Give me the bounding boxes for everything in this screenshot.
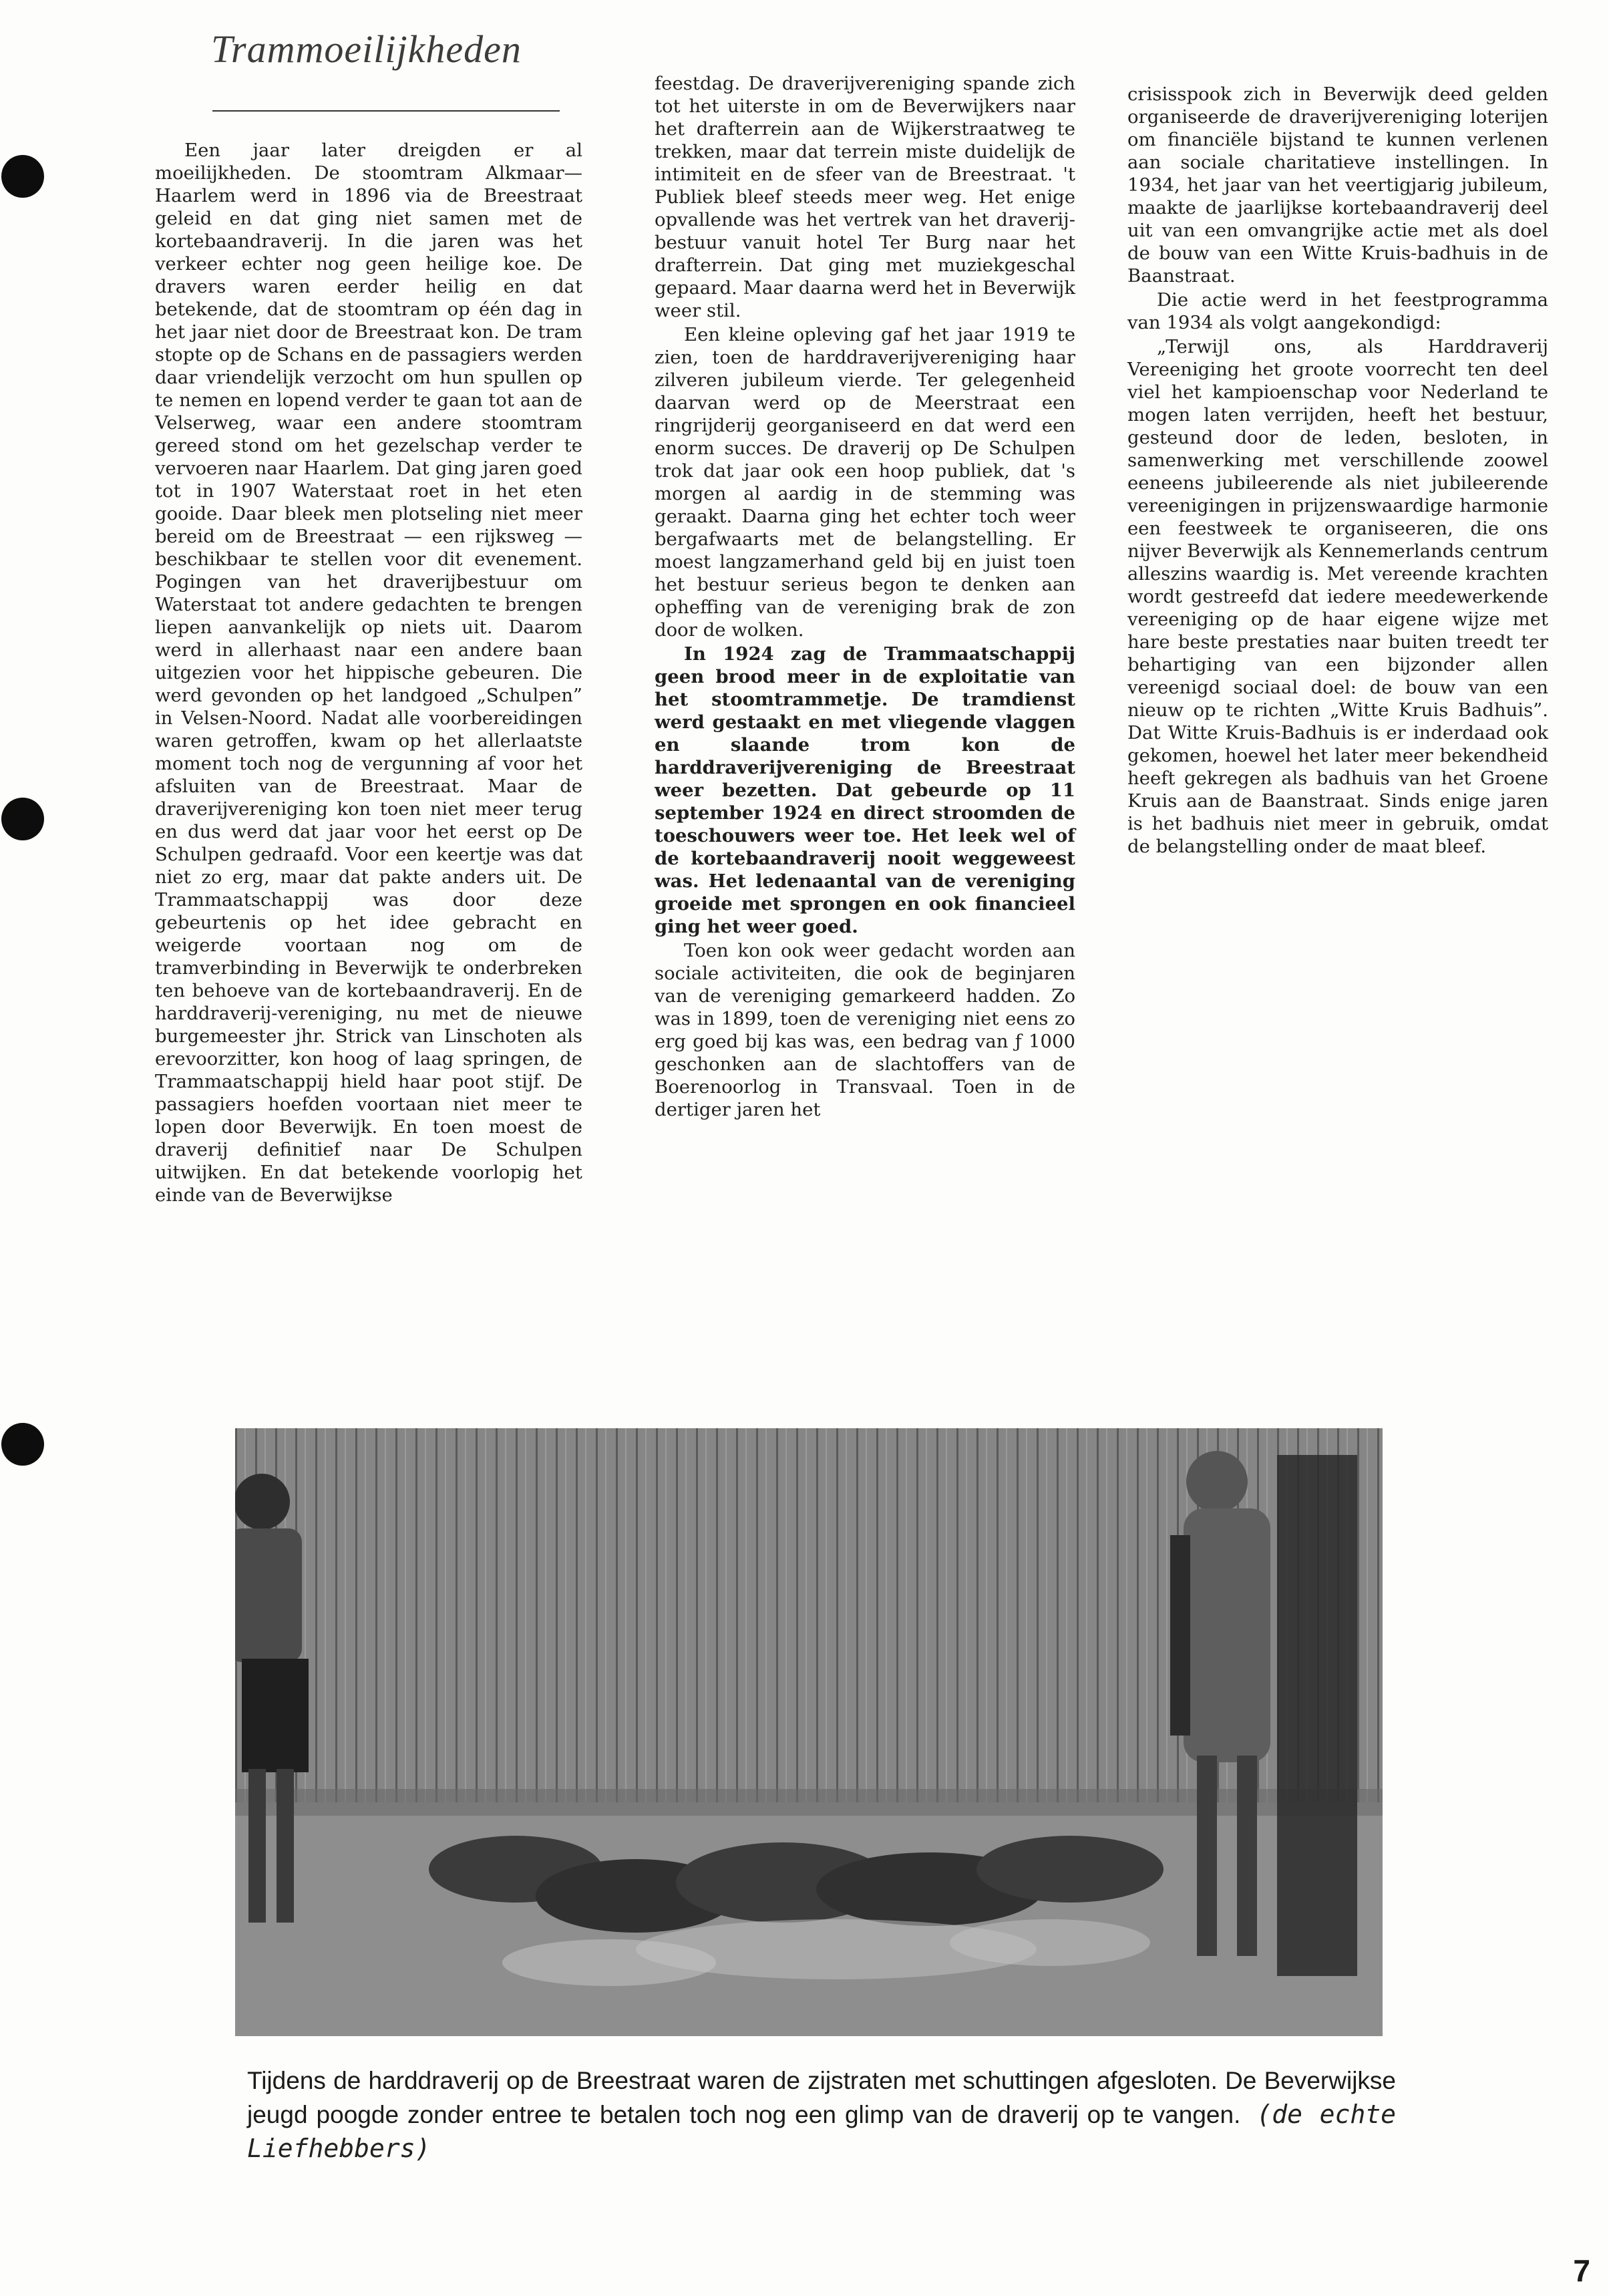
title-underline bbox=[212, 110, 560, 112]
photo-illustration bbox=[235, 1428, 1383, 2036]
article-paragraph: Een kleine opleving gaf het jaar 1919 te zien, toen de harddraverijvereniging haar zilveren jubileum vierde. Ter gelegenheid daarvan werd op de Meerstraat een ringrijderij georganiseerd en dat werd een enorm succes. De draverij op De Schulpen trok dat jaar ook een hoop publiek, dat 's morgen al aardig in de stemming was geraakt. Daarna ging het echter toch weer bergafwaarts met de belangstelling. Er moest langzamerhand geld bij en juist toen het bestuur serieus begon te denken aan opheffing van de vereniging brak de zon door de wolken. bbox=[655, 324, 1075, 641]
photo-caption-text: Tijdens de harddraverij op de Breestraat waren de zijstraten met schuttingen afgesloten. De Beverwijkse jeugd poogde zonder entree te betalen toch nog een glimp van de draverij op te vangen. bbox=[247, 2067, 1396, 2128]
article-paragraph: crisisspook zich in Beverwijk deed gelden organiseerde de draverijvereniging loterijen om financiële bijstand te kunnen verlenen aan sociale charitatieve instellingen. In 1934, het jaar van het veertigjarig jubileum, maakte de jaarlijkse kortebaandraverij deel uit van een omvangrijke actie met als doel de bouw van een Witte Kruis-badhuis in de Baanstraat. bbox=[1127, 84, 1548, 287]
article-column-3 bbox=[1127, 83, 1548, 858]
handwritten-note: (de echte Liefhebbers) bbox=[247, 2100, 1396, 2163]
news-photo bbox=[235, 1428, 1383, 2036]
article-paragraph: feestdag. De draverijvereniging spande zich tot het uiterste in om de Beverwijkers naar het drafterrein aan de Wijkerstraatweg te trekken, maar dat terrein miste duidelijk de intimiteit en de sfeer van de Breestraat. 't Publiek bleef steeds meer weg. Het enige opvallende was het vertrek van het draverij-bestuur vanuit hotel Ter Burg naar het drafterrein. Dat ging met muziekgeschal gepaard. Maar daarna werd het in Beverwijk weer stil. bbox=[655, 73, 1075, 321]
page-number: 7 bbox=[1573, 2253, 1590, 2288]
punch-hole-lower bbox=[1, 1423, 44, 1466]
article-paragraph: Die actie werd in het feestprogramma van 1934 als volgt aangekondigd: bbox=[1127, 289, 1548, 333]
article-column-2 bbox=[655, 72, 1075, 1121]
article-title: Trammoeilijkheden bbox=[211, 27, 522, 71]
article-paragraph: Een jaar later dreigden er al moeilijkheden. De stoomtram Alkmaar—Haarlem werd in 1896 via de Breestraat geleid en dat ging niet samen met de kortebaandraverij. In die jaren was het verkeer echter nog geen heilige koe. De dravers waren eerder heilig en dat betekende, dat de stoomtram op één dag in het jaar niet door de Breestraat kon. De tram stopte op de Schans en de passagiers werden daar vriendelijk verzocht om hun spullen op te nemen en lopend verder te gaan tot aan de Velserweg, waar een andere stoomtram gereed stond om het gezelschap verder te vervoeren naar Haarlem. Dat ging jaren goed tot in 1907 Waterstaat roet in het eten gooide. Daar bleek men plotseling niet meer bereid om de Breestraat — een rijksweg — beschikbaar te stellen voor dit evenement. Pogingen van het draverijbestuur om Waterstaat tot andere gedachten te brengen liepen aanvankelijk op niets uit. Daarom werd in allerhaast naar een andere baan uitgezien voor het hippische gebeuren. Die werd gevonden op het landgoed „Schulpen” in Velsen-Noord. Nadat alle voorbereidingen waren getroffen, kwam op het allerlaatste moment toch nog de vergunning af voor het afsluiten van de Breestraat. Maar de draverijvereniging kon toen niet meer terug en dus werd dat jaar voor het eerst op De Schulpen gedraafd. Voor een keertje was dat niet zo erg, maar dat pakte anders uit. De Trammaatschappij was door deze gebeurtenis op het idee gebracht en weigerde voortaan nog om de tramverbinding in Beverwijk te onderbreken ten behoeve van de kortebaandraverij. En de harddraverij-vereniging, nu met de nieuwe burgemeester jhr. Strick van Linschoten als erevoorzitter, kon hoog of laag springen, de Trammaatschappij hield haar poot stijf. De passagiers hoefden voortaan niet meer te lopen door Beverwijk. En toen moest de draverij definitief naar De Schulpen uitwijken. En dat betekende voorlopig het einde van de Beverwijkse bbox=[155, 140, 582, 1206]
article-paragraph: „Terwijl ons, als Harddraverij Vereeniging het groote voorrecht ten deel viel het kampioenschap voor Nederland te mogen laten verrijden, heeft het bestuur, gesteund door de leden, besloten, in samenwerking met verschillende zoowel eeneens jubileerende als niet jubileerende vereenigingen in prijzenswaardige harmonie een feestweek te organiseeren, die ons nijver Beverwijk als Kennemerlands centrum alleszins waardig is. Met vereende krachten wordt gestreefd dat iedere meedewerkende vereeniging op de haar eigene wijze met hare beste prestaties naar buiten treedt ter behartiging van een bijzonder allen vereenigd sociaal doel: de bouw van een nieuw op te richten „Witte Kruis Badhuis”. Dat Witte Kruis-Badhuis is er inderdaad ook gekomen, hoewel het later meer bekendheid heeft gekregen als badhuis van het Groene Kruis aan de Baanstraat. Sinds enige jaren is het badhuis niet meer in gebruik, omdat de belangstelling onder de maat bleef. bbox=[1127, 336, 1548, 857]
article-paragraph: In 1924 zag de Trammaatschappij geen brood meer in de exploitatie van het stoomtrammetje. De tramdienst werd gestaakt en met vliegende vlaggen en slaande trom kon de harddraverijvereniging de Breestraat weer bezetten. Dat gebeurde op 11 september 1924 en direct stroomden de toeschouwers weer toe. Het leek wel of de kortebaandraverij nooit weggeweest was. Het ledenaantal van de vereniging groeide met sprongen en ook financieel ging het weer goed. bbox=[655, 643, 1075, 937]
article-column-1 bbox=[155, 139, 582, 1206]
article-paragraph: Toen kon ook weer gedacht worden aan sociale activiteiten, die ook de beginjaren van de vereniging gemarkeerd hadden. Zo was in 1899, toen de vereniging niet eens zo erg goed bij kas was, een bedrag van ƒ 1000 geschonken aan de slachtoffers van de Boerenoorlog in Transvaal. Toen in de dertiger jaren het bbox=[655, 940, 1075, 1120]
punch-hole-top bbox=[1, 155, 44, 198]
punch-hole-middle bbox=[1, 798, 44, 840]
photo-caption bbox=[247, 2064, 1396, 2166]
